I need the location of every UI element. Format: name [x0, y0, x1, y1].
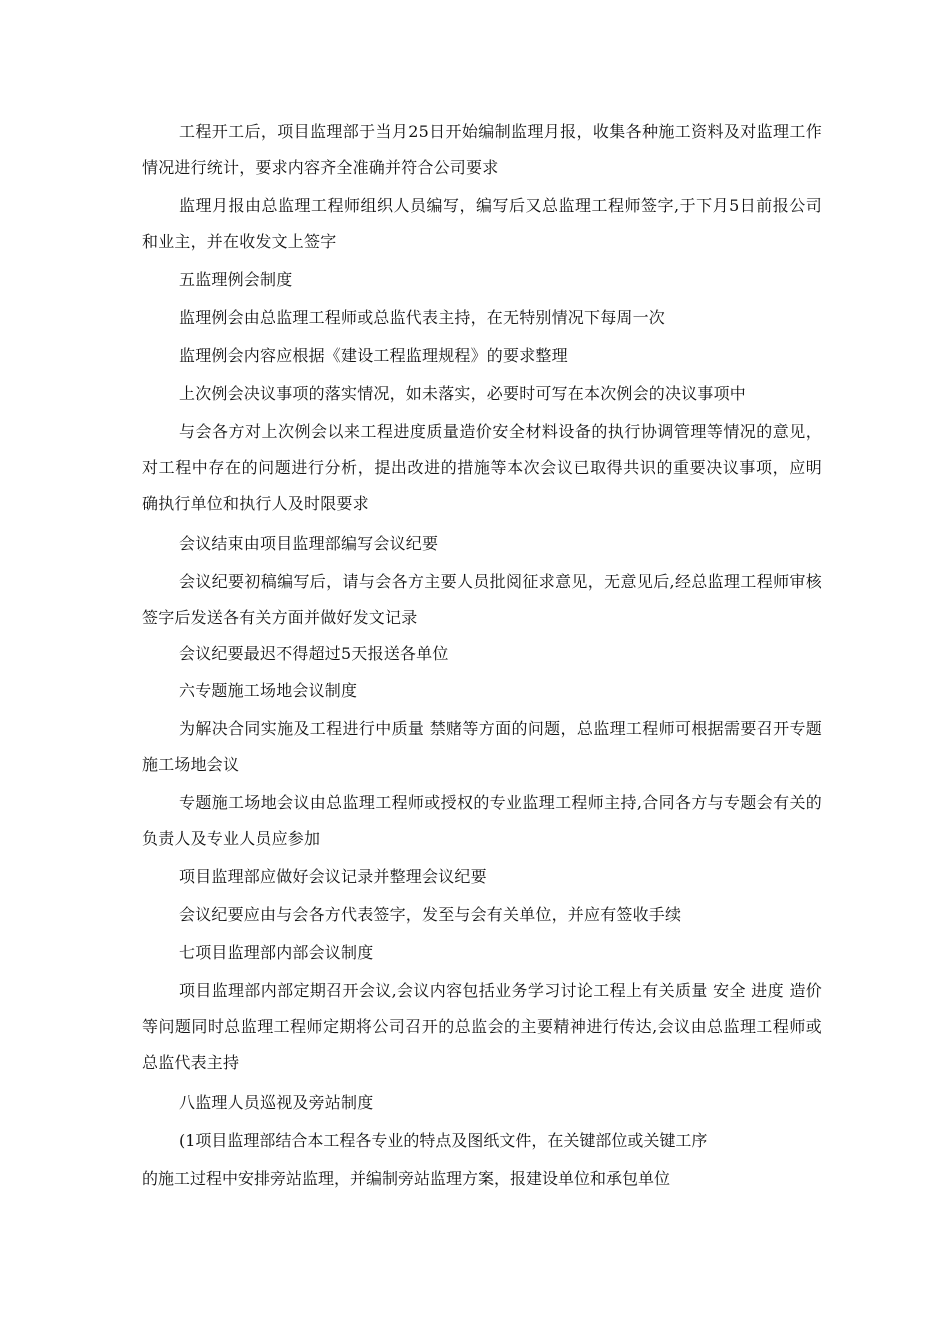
section-heading: 八监理人员巡视及旁站制度: [179, 1093, 374, 1112]
paragraph: 工程开工后，项目监理部于当月25日开始编制监理月报，收集各种施工资料及对监理工作情况进行统计，要求内容齐全准确并符合公司要求: [142, 122, 822, 177]
paragraph: 项目监理部内部定期召开会议,会议内容包括业务学习讨论工程上有关质量 安全 进度 造价等问题同时总监理工程师定期将公司召开的总监会的主要精神进行传达,会议由总监理工程师或总监代表主持: [142, 981, 822, 1072]
paragraph-line: 的施工过程中安排旁站监理，并编制旁站监理方案，报建设单位和承包单位: [142, 1169, 671, 1188]
section-heading: 五监理例会制度: [179, 270, 293, 289]
section-heading: 七项目监理部内部会议制度: [179, 943, 374, 962]
paragraph: 会议纪要初稿编写后，请与会各方主要人员批阅征求意见，无意见后,经总监理工程师审核签字后发送各有关方面并做好发文记录: [142, 572, 822, 627]
paragraph: 会议纪要最迟不得超过5天报送各单位: [179, 644, 449, 663]
section-heading: 六专题施工场地会议制度: [179, 681, 358, 700]
paragraph-line: (1项目监理部结合本工程各专业的特点及图纸文件，在关键部位或关键工序: [179, 1131, 708, 1150]
paragraph: 会议结束由项目监理部编写会议纪要: [179, 534, 439, 553]
paragraph: 上次例会决议事项的落实情况，如未落实，必要时可写在本次例会的决议事项中: [179, 384, 747, 403]
paragraph: 监理例会由总监理工程师或总监代表主持，在无特别情况下每周一次: [179, 308, 666, 327]
paragraph: 监理例会内容应根据《建设工程监理规程》的要求整理: [179, 346, 568, 365]
paragraph: 项目监理部应做好会议记录并整理会议纪要: [179, 867, 487, 886]
paragraph: 监理月报由总监理工程师组织人员编写，编写后又总监理工程师签字,于下月5日前报公司和业主，并在收发文上签字: [142, 196, 822, 251]
paragraph: 与会各方对上次例会以来工程进度质量造价安全材料设备的执行协调管理等情况的意见，对工程中存在的问题进行分析，提出改进的措施等本次会议已取得共识的重要决议事项，应明确执行单位和执行人及时限要求: [142, 422, 822, 513]
paragraph: 会议纪要应由与会各方代表签字，发至与会有关单位，并应有签收手续: [179, 905, 682, 924]
paragraph: 为解决合同实施及工程进行中质量 禁赌等方面的问题，总监理工程师可根据需要召开专题施工场地会议: [142, 719, 822, 774]
paragraph: 专题施工场地会议由总监理工程师或授权的专业监理工程师主持,合同各方与专题会有关的负责人及专业人员应参加: [142, 793, 822, 848]
